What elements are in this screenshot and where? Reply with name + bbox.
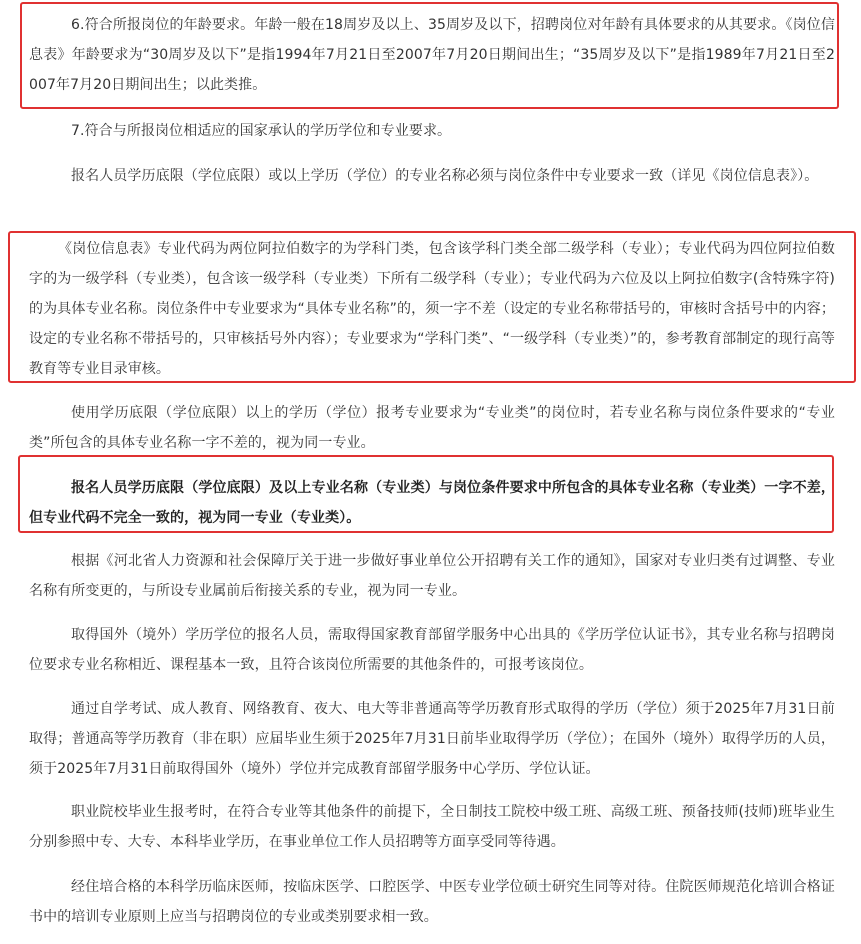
paragraph-age-requirement: 6.符合所报岗位的年龄要求。年龄一般在18周岁及以上、35周岁及以下，招聘岗位对年龄有具体要求的从其要求。《岗位信息表》年龄要求为“30周岁及以下”是指1994年7月21日至2007年7月20日期间出生；“35周岁及以下”是指1989年7月21日至2007年7月20日期间出生；以此类推。 (29, 17, 835, 93)
paragraph-major-code-rules: 《岗位信息表》专业代码为两位阿拉伯数字的为学科门类，包含该学科门类全部二级学科（专业）；专业代码为四位阿拉伯数字的为一级学科（专业类），包含该一级学科（专业类）下所有二级学科（专业）；专业代码为六位及以上阿拉伯数字(含特殊字符)的为具体专业名称。岗位条件中专业要求为“具体专业名称”的，须一字不差（设定的专业名称带括号的，审核时含括号中的内容；设定的专业名称不带括号的，只审核括号外内容）；专业要求为“学科门类”、“一级学科（专业类）”的，参考教育部制定的现行高等教育等专业目录审核。 (29, 241, 835, 377)
paragraph-hebei-notice: 根据《河北省人力资源和社会保障厅关于进一步做好事业单位公开招聘有关工作的通知》，国家对专业归类有过调整、专业名称有所变更的，与所设专业属前后衔接关系的专业，视为同一专业。 (29, 553, 835, 599)
paragraph-foreign-degree: 取得国外（境外）学历学位的报名人员，需取得国家教育部留学服务中心出具的《学历学位认证书》，其专业名称与招聘岗位要求专业名称相近、课程基本一致，且符合该岗位所需要的其他条件的，可报考该岗位。 (29, 627, 835, 673)
paragraph-major-match: 报名人员学历底限（学位底限）或以上学历（学位）的专业名称必须与岗位条件中专业要求一致（详见《岗位信息表》）。 (71, 168, 819, 184)
paragraph-non-regular-education: 通过自学考试、成人教育、网络教育、夜大、电大等非普通高等学历教育形式取得的学历（学位）须于2025年7月31日前取得；普通高等学历教育（非在职）应届毕业生须于2025年7月31日前毕业取得学历（学位）；在国外（境外）取得学历的人员，须于2025年7月31日前取得国外（境外）学位并完成教育部留学服务中心学历、学位认证。 (29, 701, 835, 777)
paragraph-higher-degree: 使用学历底限（学位底限）以上的学历（学位）报考专业要求为“专业类”的岗位时，若专业名称与岗位条件要求的“专业类”所包含的具体专业名称一字不差的，视为同一专业。 (29, 405, 835, 451)
paragraph-education-requirement: 7.符合与所报岗位相适应的国家承认的学历学位和专业要求。 (71, 123, 452, 139)
paragraph-vocational-graduates: 职业院校毕业生报考时，在符合专业等其他条件的前提下，全日制技工院校中级工班、高级工班、预备技师(技师)班毕业生分别参照中专、大专、本科毕业学历，在事业单位工作人员招聘等方面享受同等待遇。 (29, 804, 835, 850)
paragraph-same-major-bold: 报名人员学历底限（学位底限）及以上专业名称（专业类）与岗位条件要求中所包含的具体专业名称（专业类）一字不差，但专业代码不完全一致的，视为同一专业（专业类）。 (29, 480, 835, 526)
paragraph-resident-physicians: 经住培合格的本科学历临床医师，按临床医学、口腔医学、中医专业学位硕士研究生同等对待。住院医师规范化培训合格证书中的培训专业原则上应当与招聘岗位的专业或类别要求相一致。 (29, 879, 835, 925)
